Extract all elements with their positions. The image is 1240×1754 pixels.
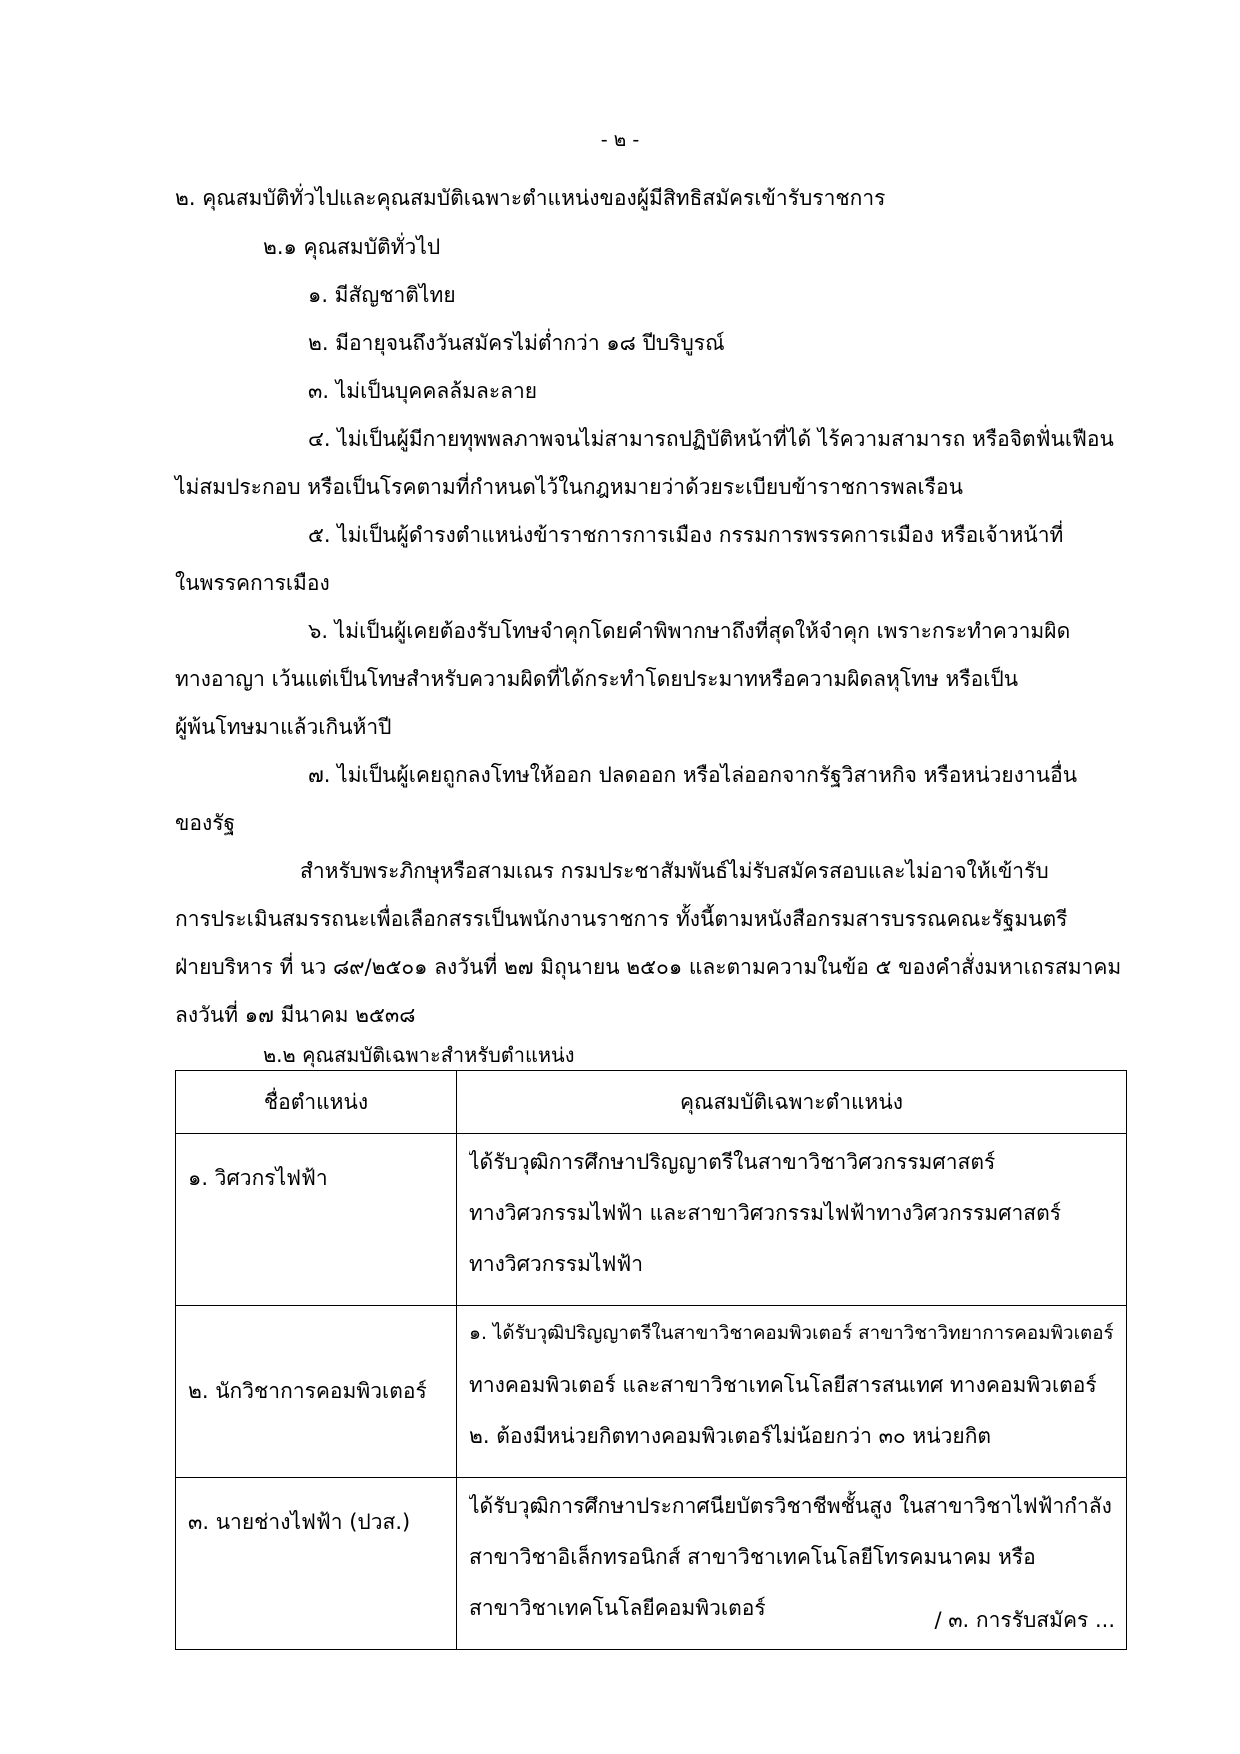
- general-item-4-line-2: ไม่สมประกอบ หรือเป็นโรคตามที่กำหนดไว้ในกฎหมายว่าด้วยระเบียบข้าราชการพลเรือน: [175, 475, 963, 499]
- position-name: ๓. นายช่างไฟฟ้า (ปวส.): [188, 1510, 411, 1534]
- qualification-line: ทางวิศวกรรมไฟฟ้า: [469, 1252, 644, 1276]
- qualification-line: ทางคอมพิวเตอร์ และสาขาวิชาเทคโนโลยีสารสนเทศ ทางคอมพิวเตอร์: [469, 1373, 1097, 1397]
- general-item-4-line-1: ๔. ไม่เป็นผู้มีกายทุพพลภาพจนไม่สามารถปฏิบัติหน้าที่ได้ ไร้ความสามารถ หรือจิตฟั่นเฟือน: [308, 427, 1114, 451]
- qualification-line: ได้รับวุฒิการศึกษาประกาศนียบัตรวิชาชีพชั้นสูง ในสาขาวิชาไฟฟ้ากำลัง: [469, 1494, 1112, 1518]
- qualification-line: ทางวิศวกรรมไฟฟ้า และสาขาวิศวกรรมไฟฟ้าทางวิศวกรรมศาสตร์: [469, 1201, 1062, 1225]
- specific-qualifications-heading: ๒.๒ คุณสมบัติเฉพาะสำหรับตำแหน่ง: [263, 1043, 575, 1067]
- qualification-line: ๑. ได้รับวุฒิปริญญาตรีในสาขาวิชาคอมพิวเตอร์ สาขาวิชาวิทยาการคอมพิวเตอร์: [469, 1323, 1114, 1344]
- table-row: [176, 1306, 1127, 1478]
- general-item-5-line-2: ในพรรคการเมือง: [175, 571, 330, 595]
- monk-note-line-4: ลงวันที่ ๑๗ มีนาคม ๒๕๓๘: [175, 1003, 416, 1027]
- qualification-cell: [457, 1134, 1127, 1306]
- general-qualifications-heading: ๒.๑ คุณสมบัติทั่วไป: [263, 235, 441, 259]
- position-name: ๑. วิศวกรไฟฟ้า: [188, 1166, 328, 1190]
- qualification-line: ๒. ต้องมีหน่วยกิตทางคอมพิวเตอร์ไม่น้อยกว่า ๓๐ หน่วยกิต: [469, 1424, 992, 1448]
- qualifications-table: [175, 1070, 1127, 1650]
- position-cell: [176, 1306, 457, 1478]
- qualification-line: สาขาวิชาเทคโนโลยีคอมพิวเตอร์: [469, 1596, 766, 1620]
- column-header-position: ชื่อตำแหน่ง: [176, 1071, 457, 1134]
- qualification-cell: [457, 1306, 1127, 1478]
- position-cell: [176, 1134, 457, 1306]
- general-item-3: ๓. ไม่เป็นบุคคลล้มละลาย: [308, 379, 538, 403]
- table-row: [176, 1134, 1127, 1306]
- position-cell: [176, 1478, 457, 1650]
- general-item-6-line-2: ทางอาญา เว้นแต่เป็นโทษสำหรับความผิดที่ได้กระทำโดยประมาทหรือความผิดลหุโทษ หรือเป็น: [175, 667, 1019, 691]
- general-item-1: ๑. มีสัญชาติไทย: [308, 283, 456, 307]
- qualification-line: สาขาวิชาอิเล็กทรอนิกส์ สาขาวิชาเทคโนโลยีโทรคมนาคม หรือ: [469, 1545, 1036, 1569]
- continuation-marker: / ๓. การรับสมัคร ...: [934, 1608, 1115, 1632]
- general-item-7-line-2: ของรัฐ: [175, 811, 236, 835]
- position-name: ๒. นักวิชาการคอมพิวเตอร์: [188, 1379, 427, 1403]
- monk-note-line-2: การประเมินสมรรถนะเพื่อเลือกสรรเป็นพนักงานราชการ ทั้งนี้ตามหนังสือกรมสารบรรณคณะรัฐมนตรี: [175, 907, 1068, 931]
- general-item-6-line-3: ผู้พ้นโทษมาแล้วเกินห้าปี: [175, 715, 392, 739]
- general-item-5-line-1: ๕. ไม่เป็นผู้ดำรงตำแหน่งข้าราชการการเมือง กรรมการพรรคการเมือง หรือเจ้าหน้าที่: [308, 523, 1064, 547]
- general-item-6-line-1: ๖. ไม่เป็นผู้เคยต้องรับโทษจำคุกโดยคำพิพากษาถึงที่สุดให้จำคุก เพราะกระทำความผิด: [308, 619, 1071, 643]
- column-header-qualifications: คุณสมบัติเฉพาะตำแหน่ง: [457, 1071, 1127, 1134]
- section-title: ๒. คุณสมบัติทั่วไปและคุณสมบัติเฉพาะตำแหน่งของผู้มีสิทธิสมัครเข้ารับราชการ: [175, 186, 886, 210]
- table-header-row: [176, 1071, 1127, 1134]
- general-item-7-line-1: ๗. ไม่เป็นผู้เคยถูกลงโทษให้ออก ปลดออก หรือไล่ออกจากรัฐวิสาหกิจ หรือหน่วยงานอื่น: [308, 763, 1078, 787]
- monk-note-line-3: ฝ่ายบริหาร ที่ นว ๘๙/๒๕๐๑ ลงวันที่ ๒๗ มิถุนายน ๒๕๐๑ และตามความในข้อ ๕ ของคำสั่งมหาเถรสมาคม: [175, 955, 1122, 979]
- monk-note-line-1: สำหรับพระภิกษุหรือสามเณร กรมประชาสัมพันธ์ไม่รับสมัครสอบและไม่อาจให้เข้ารับ: [300, 859, 1049, 883]
- page-number: - ๒ -: [600, 128, 640, 151]
- qualification-line: ได้รับวุฒิการศึกษาปริญญาตรีในสาขาวิชาวิศวกรรมศาสตร์: [469, 1150, 996, 1174]
- general-item-2: ๒. มีอายุจนถึงวันสมัครไม่ต่ำกว่า ๑๘ ปีบริบูรณ์: [308, 331, 725, 355]
